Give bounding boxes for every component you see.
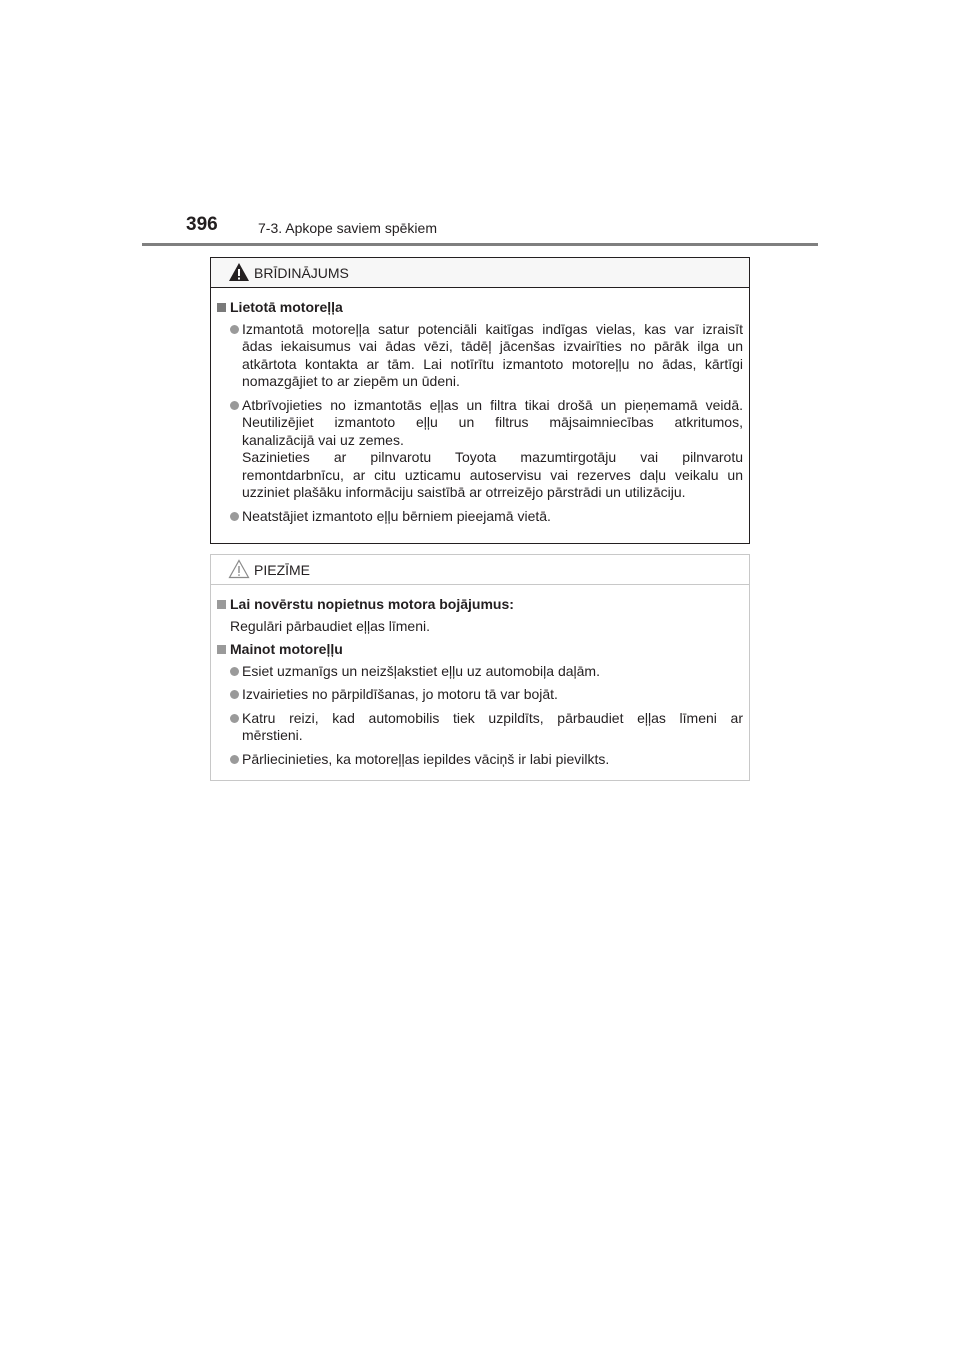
warning-box	[210, 257, 750, 544]
notice-heading	[217, 596, 743, 614]
text-line: remontdarbnīcu, ar citu uzticamu autoservisu vai rezerves daļu veikalu un	[242, 466, 743, 483]
notice-heading-text: Mainot motoreļļu	[230, 641, 343, 657]
notice-bullet	[217, 663, 743, 681]
text-line: Esiet uzmanīgs un neizšļakstiet eļļu uz automobiļa daļām.	[242, 662, 600, 679]
warning-triangle-filled-icon	[228, 262, 250, 282]
text-line: Pārliecinieties, ka motoreļļas iepildes vāciņš ir labi pievilkts.	[242, 750, 610, 767]
text-line: uzziniet plašāku informāciju saistībā ar otrreizējo pārstrādi un utilizāciju.	[242, 484, 686, 500]
warning-bullet	[217, 397, 743, 502]
square-bullet-icon	[217, 303, 226, 312]
circle-bullet-icon	[230, 714, 239, 723]
notice-paragraph: Regulāri pārbaudiet eļļas līmeni.	[230, 617, 430, 634]
notice-box	[210, 554, 750, 781]
warning-box-header	[211, 258, 749, 288]
text-line: ādas iekaisumus vai ādas vēzi, tādēļ jācenšas izvairīties no pārāk ilga un	[242, 338, 743, 354]
warning-heading-text: Lietotā motoreļļa	[230, 299, 343, 315]
notice-label: PIEZĪME	[254, 562, 311, 578]
text-line: Sazinieties ar pilnvarotu Toyota mazumtirgotāju vai pilnvarotu	[242, 449, 743, 465]
text-line: Izmantotā motoreļļa satur potenciāli kaitīgas indīgas vielas, kas var izraisīt	[242, 320, 743, 337]
square-bullet-icon	[217, 645, 226, 654]
circle-bullet-icon	[230, 325, 239, 334]
text-line: atkārtota kontakta ar tām. Lai notīrītu izmantoto motoreļļu no ādas, kārtīgi	[242, 355, 743, 372]
circle-bullet-icon	[230, 401, 239, 410]
page-number: 396	[186, 214, 218, 235]
warning-bullet	[217, 508, 743, 526]
notice-bullet	[217, 686, 743, 704]
circle-bullet-icon	[230, 512, 239, 521]
circle-bullet-icon	[230, 690, 239, 699]
notice-bullet	[217, 751, 743, 769]
section-title: 7-3. Apkope saviem spēkiem	[258, 220, 437, 236]
text-line: Atbrīvojieties no izmantotās eļļas un filtra tikai drošā un pieņemamā veidā.	[242, 396, 743, 413]
header-divider	[142, 243, 818, 246]
circle-bullet-icon	[230, 667, 239, 676]
text-line: nomazgājiet to ar ziepēm un ūdeni.	[242, 373, 460, 389]
text-line: mērstieni.	[242, 727, 303, 743]
warning-bullet	[217, 321, 743, 391]
text-line: Neutilizējiet izmantoto eļļu un filtrus mājsaimniecības atkritumos,	[242, 414, 743, 430]
notice-box-header	[211, 555, 749, 585]
notice-heading-text: Lai novērstu nopietnus motora bojājumus:	[230, 596, 514, 612]
text-line: Izvairieties no pārpildīšanas, jo motoru tā var bojāt.	[242, 686, 558, 702]
warning-body	[211, 288, 749, 525]
warning-heading	[217, 299, 743, 317]
notice-body	[211, 585, 749, 768]
warning-label: BRĪDINĀJUMS	[254, 265, 349, 281]
caution-triangle-outline-icon	[228, 559, 250, 579]
text-line: Katru reizi, kad automobilis tiek uzpildīts, pārbaudiet eļļas līmeni ar	[242, 709, 743, 726]
text-line: kanalizācijā vai uz zemes.	[242, 431, 404, 448]
square-bullet-icon	[217, 600, 226, 609]
circle-bullet-icon	[230, 755, 239, 764]
notice-bullet	[217, 710, 743, 745]
notice-heading	[217, 641, 743, 659]
text-line: Neatstājiet izmantoto eļļu bērniem pieejamā vietā.	[242, 507, 551, 524]
